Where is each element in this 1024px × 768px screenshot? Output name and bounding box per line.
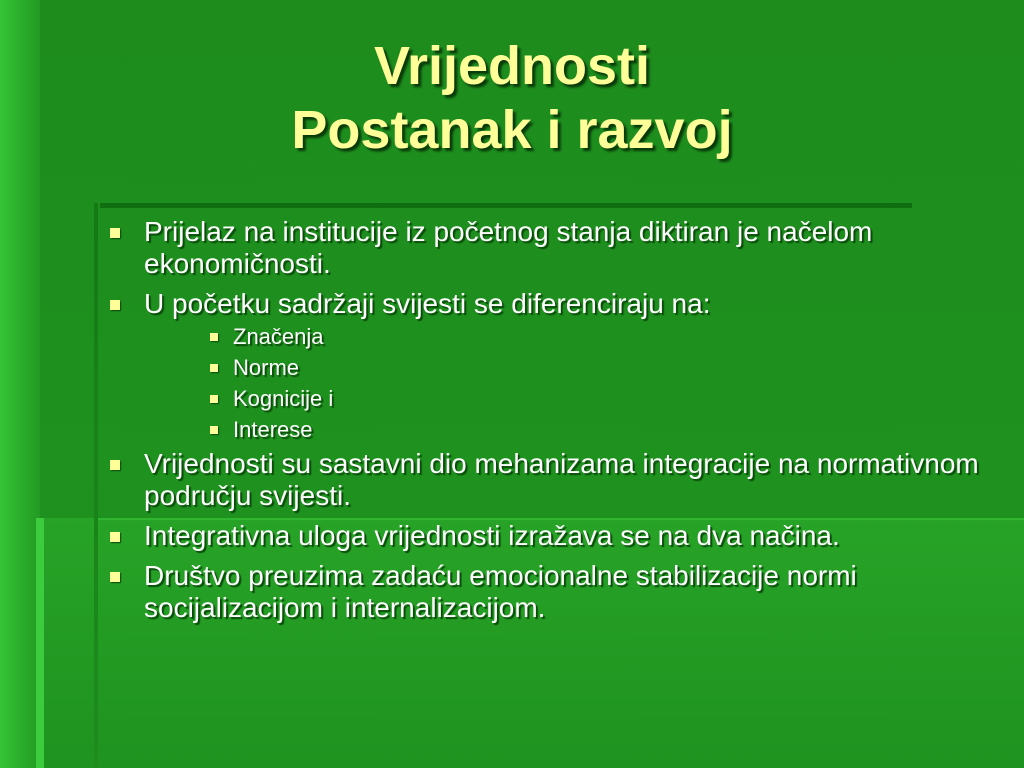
slide-title-line-2: Postanak i razvoj — [291, 100, 733, 160]
square-bullet-icon — [110, 300, 120, 310]
slide-body — [100, 216, 990, 632]
sub-bullet-item — [100, 386, 990, 412]
slide-title-line-1: Vrijednosti — [373, 36, 651, 96]
square-bullet-icon — [110, 532, 120, 542]
sub-bullet-item — [100, 417, 990, 443]
square-bullet-icon — [210, 333, 218, 341]
square-bullet-icon — [110, 228, 120, 238]
slide-title — [0, 34, 1024, 162]
sub-bullet-text: Značenja — [233, 324, 324, 349]
sub-bullet-text: Kognicije i — [233, 386, 334, 411]
bullet-text: Društvo preuzima zadaću emocionalne stabilizacije normi socijalizacijom i internalizacijom. — [144, 560, 857, 623]
square-bullet-icon — [110, 460, 120, 470]
sub-bullet-text: Norme — [233, 355, 300, 380]
square-bullet-icon — [210, 395, 218, 403]
sub-bullet-item — [100, 324, 990, 350]
bullet-text: Prijelaz na institucije iz početnog stanja diktiran je načelom ekonomičnosti. — [144, 216, 873, 279]
square-bullet-icon — [210, 364, 218, 372]
bullet-item — [100, 560, 990, 624]
square-bullet-icon — [110, 572, 120, 582]
sub-bullet-item — [100, 355, 990, 381]
decorative-vertical-line — [94, 203, 98, 768]
background-lower-band — [36, 518, 44, 768]
sub-bullet-list — [100, 324, 990, 443]
square-bullet-icon — [210, 426, 218, 434]
bullet-item — [100, 520, 990, 552]
bullet-item — [100, 448, 990, 512]
bullet-item — [100, 288, 990, 320]
bullet-item — [100, 216, 990, 280]
bullet-text: Vrijednosti su sastavni dio mehanizama integracije na normativnom području svijesti. — [144, 448, 979, 511]
sub-bullet-text: Interese — [233, 417, 313, 442]
bullet-text: U početku sadržaji svijesti se diferenciraju na: — [144, 288, 711, 319]
bullet-text: Integrativna uloga vrijednosti izražava se na dva načina. — [144, 520, 840, 551]
decorative-horizontal-line — [100, 203, 912, 208]
